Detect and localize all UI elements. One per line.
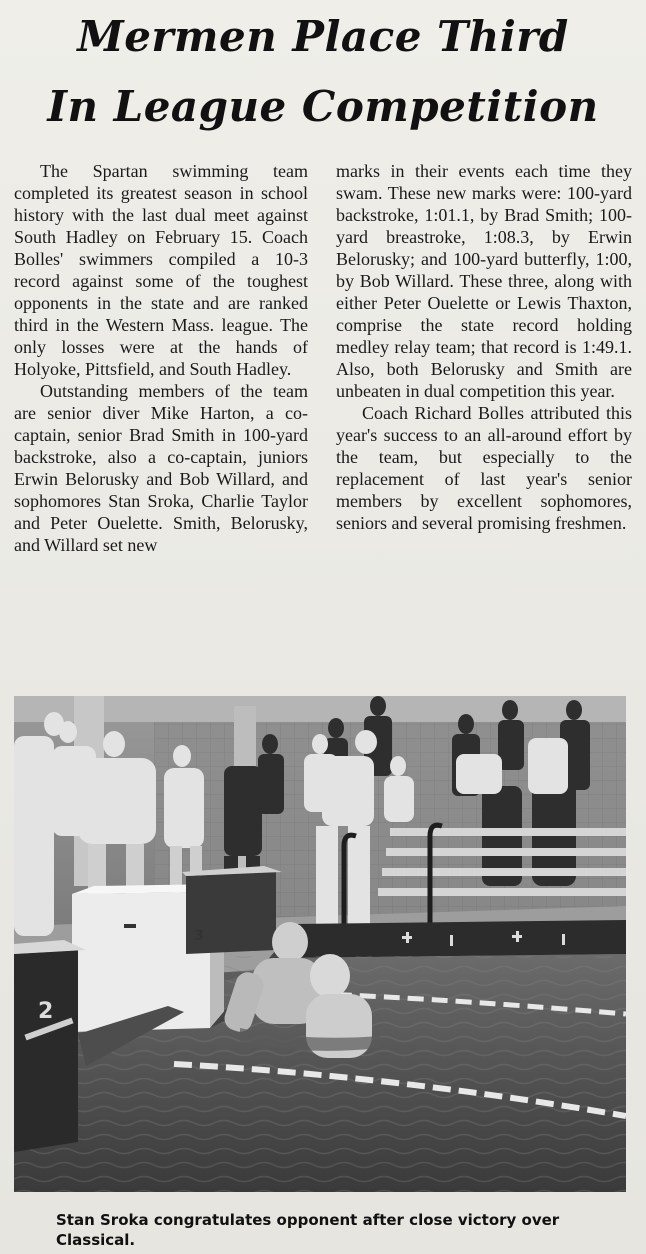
article-paragraph: Outstanding members of the team are senior diver Mike Harton, a co-captain, senior Brad Smith in 100-yard backstroke, also a co-captain, juniors Erwin Belorusky and Bob Willard, and sophomores Stan Sroka, Charlie Taylor and Peter Ouelette. Smith, Belorusky, and Willard set new bbox=[14, 381, 308, 555]
headline-line-1: Mermen Place Third bbox=[77, 12, 569, 61]
article-paragraph: Coach Richard Bolles attributed this year's success to an all-around effort by the team, but especially to the replacement of last year's senior members by excellent sophomores, seniors and several promising freshmen. bbox=[336, 403, 632, 533]
photo-caption: Stan Sroka congratulates opponent after close victory over Classical. bbox=[56, 1211, 560, 1249]
article-paragraph: marks in their events each time they swam. These new marks were: 100-yard backstroke, 1:01.1, by Brad Smith; 100-yard breastroke, 1:08.3, by Erwin Belorusky; and 100-yard butterfly, 1:00, by Bob Willard. These three, along with either Peter Ouelette or Lewis Thaxton, comprise the state record holding medley relay team; that record is 1:49.1. Also, both Belorusky and Smith are unbeaten in dual competition this year. bbox=[336, 161, 632, 401]
headline-line-2: In League Competition bbox=[47, 82, 599, 131]
lane-number-3: 3 bbox=[194, 928, 204, 944]
lane-number-2: 2 bbox=[38, 999, 54, 1024]
article-column-left bbox=[14, 160, 308, 556]
article-column-right bbox=[336, 160, 632, 534]
article-paragraph: The Spartan swimming team completed its greatest season in school history with the last dual meet against South Hadley on February 15. Coach Bolles' swimmers compiled a 10-3 record against some of the toughest opponents in the state and are ranked third in the Western Mass. league. The only losses were at the hands of Holyoke, Pittsfield, and South Hadley. bbox=[14, 161, 308, 379]
starting-block-2 bbox=[14, 940, 86, 1152]
swimming-pool-photo bbox=[14, 696, 626, 1192]
